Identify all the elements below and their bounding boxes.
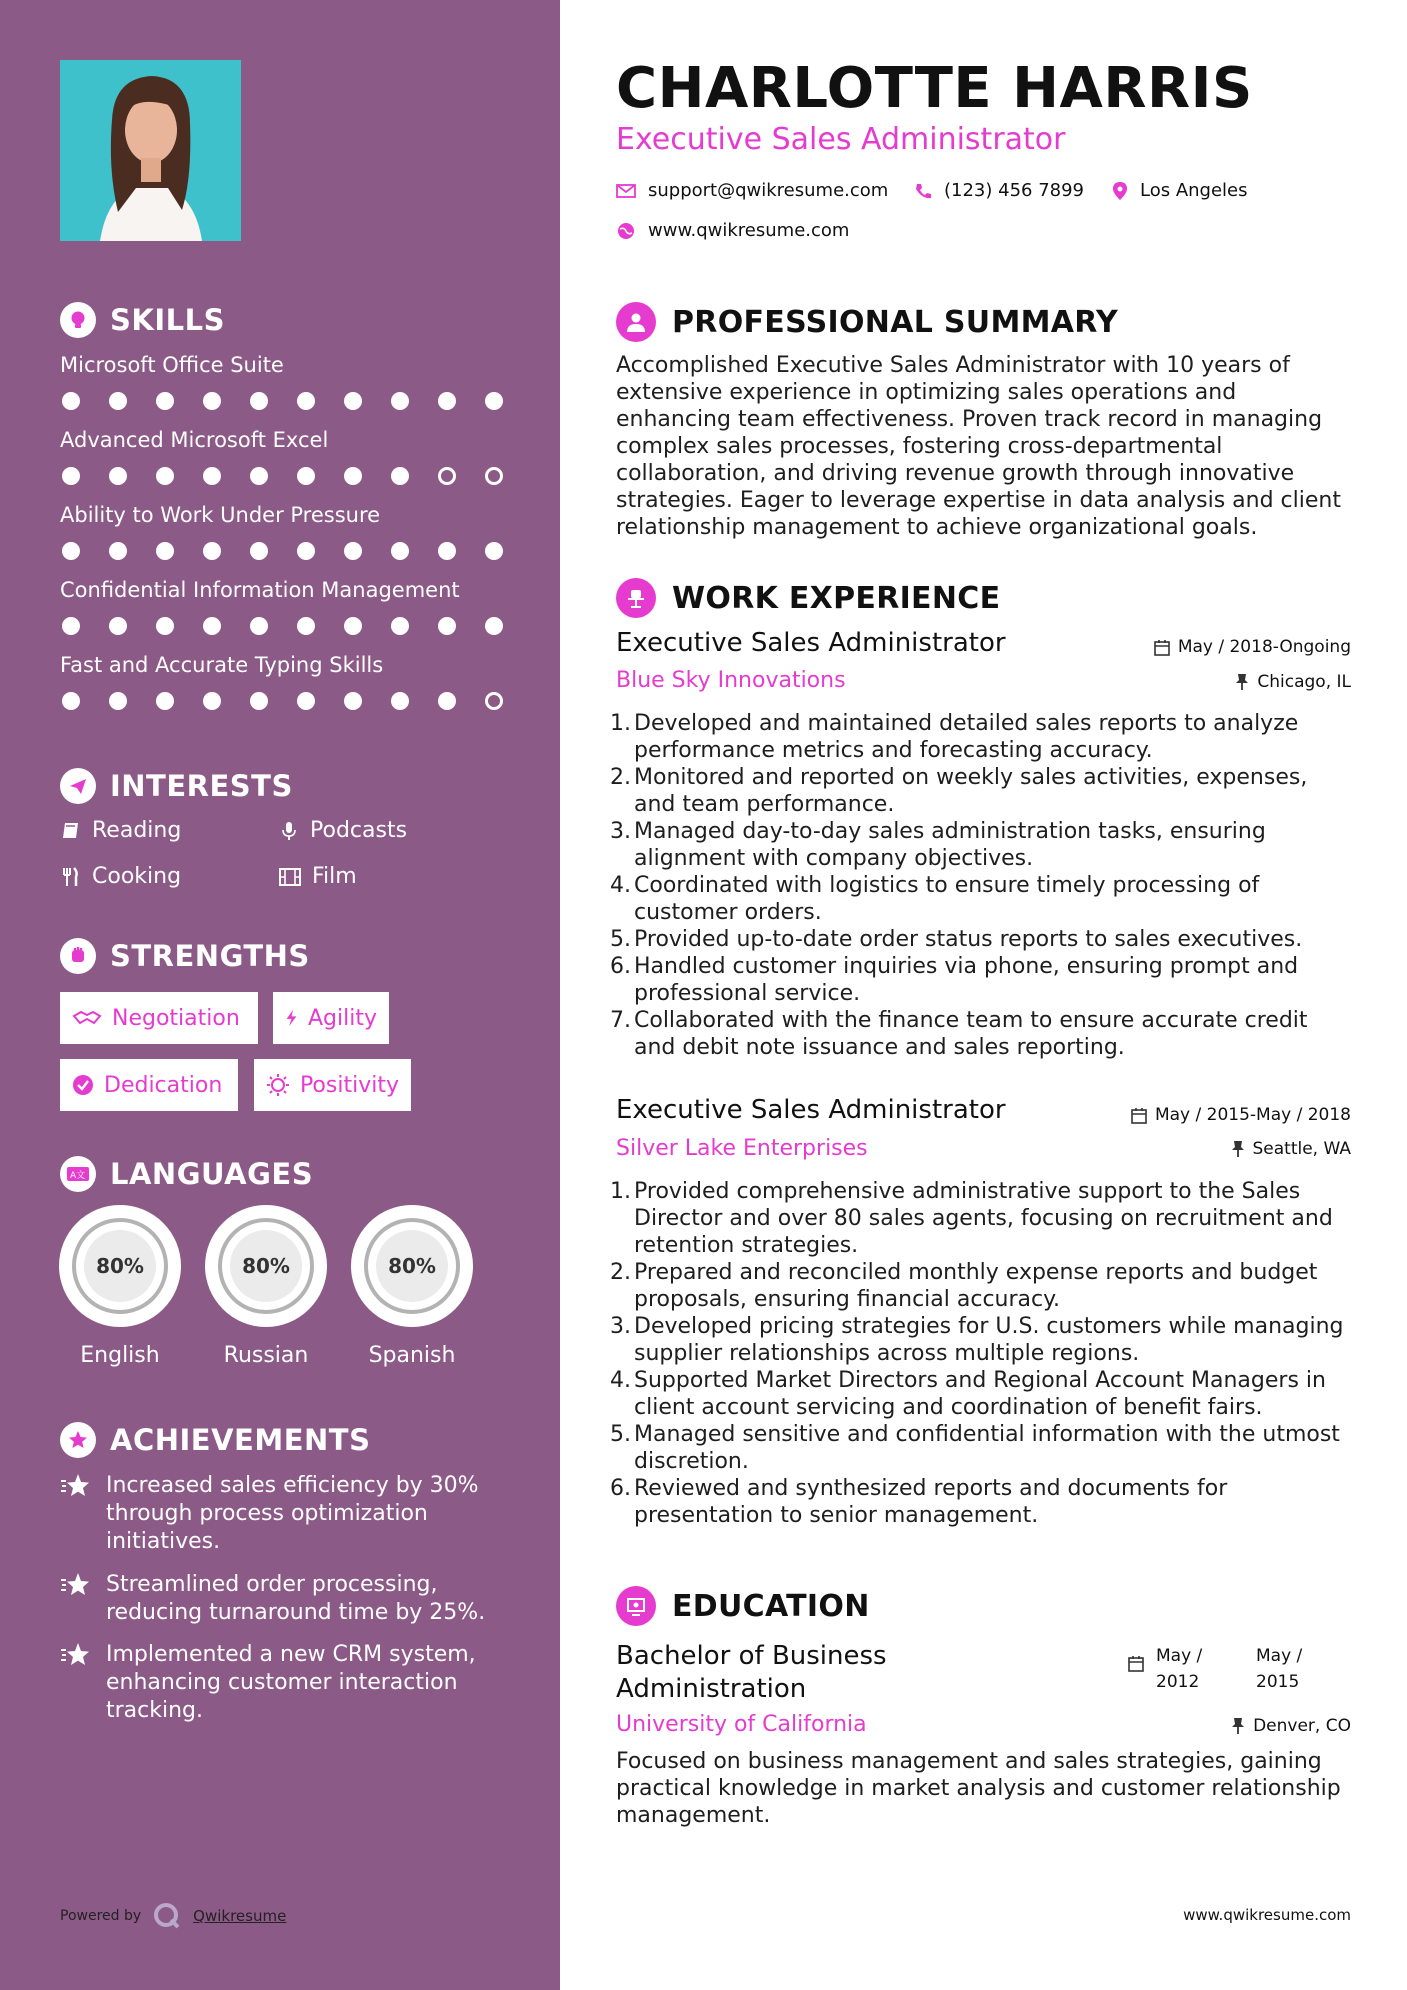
rating-dot-filled [485, 542, 503, 560]
education-school: University of California [616, 1712, 867, 1737]
interest-podcasts [278, 818, 407, 843]
rating-dot-filled [391, 392, 409, 410]
summary-text: Accomplished Executive Sales Administrator with 10 years of extensive experience in optimizing sales operations and enhancing team effectiveness. Proven track record in managing complex sales processes, fostering cross-departmental collaboration, and driving revenue growth through innovative strategies. Eager to leverage expertise in data analysis and client relationship management to achieve organizational goals. [616, 353, 1341, 540]
education-dates [1128, 1643, 1302, 1695]
interests-heading [60, 768, 293, 804]
pushpin-icon [1231, 1717, 1245, 1735]
language-name: Russian [223, 1343, 309, 1368]
rating-dot-filled [156, 692, 174, 710]
list-item: 3. Managed day-to-day sales administration tasks, ensuring alignment with company objectives. [610, 819, 1266, 871]
rating-dot-filled [109, 542, 127, 560]
skill-item [60, 352, 510, 410]
list-item-text: Coordinated with logistics to ensure timely processing of customer orders. [634, 873, 1260, 925]
rating-dot-filled [344, 617, 362, 635]
skill-rating [60, 392, 510, 410]
rating-dot-filled [156, 542, 174, 560]
start-month: May / [1156, 1646, 1203, 1666]
interest-cooking [60, 864, 181, 889]
language-english [59, 1205, 181, 1368]
language-russian [205, 1205, 327, 1368]
microphone-icon [278, 820, 300, 842]
rating-dot-filled [109, 692, 127, 710]
achievement-text: Increased sales efficiency by 30% through process optimization initiatives. [106, 1473, 479, 1554]
rating-dot-filled [344, 692, 362, 710]
briefcase-icon [616, 578, 656, 618]
interest-label: Reading [92, 818, 182, 843]
list-item: 2. Monitored and reported on weekly sales activities, expenses, and team performance. [610, 765, 1308, 817]
strength-negotiation [60, 992, 258, 1044]
list-item-text: Prepared and reconciled monthly expense reports and budget proposals, ensuring financial accuracy. [634, 1260, 1318, 1312]
list-item-text: Reviewed and synthesized reports and documents for presentation to senior management. [634, 1476, 1228, 1528]
list-item: 7. Collaborated with the finance team to ensure accurate credit and debit note issuance and sales reporting. [610, 1008, 1308, 1060]
sidebar [0, 0, 560, 1990]
list-item: 6. Reviewed and synthesized reports and documents for presentation to senior management. [610, 1476, 1228, 1528]
strength-label: Dedication [104, 1072, 223, 1098]
list-item-text: Collaborated with the finance team to ensure accurate credit and debit note issuance and sales reporting. [634, 1008, 1308, 1060]
svg-text:A文: A文 [70, 1171, 86, 1181]
book-icon [60, 820, 82, 842]
achievements-title: ACHIEVEMENTS [110, 1423, 371, 1457]
skills-heading [60, 302, 225, 338]
user-icon [616, 302, 656, 342]
rating-dot-filled [250, 692, 268, 710]
rating-dot-filled [250, 542, 268, 560]
rating-dot-filled [438, 692, 456, 710]
graduation-icon [616, 1586, 656, 1626]
strength-positivity [254, 1059, 411, 1111]
skill-name: Confidential Information Management [60, 578, 460, 602]
rating-dot-filled [156, 467, 174, 485]
rating-dot-filled [438, 392, 456, 410]
list-item-text: Managed day-to-day sales administration tasks, ensuring alignment with company objectives. [634, 819, 1266, 871]
powered-by [60, 1902, 286, 1930]
language-spanish [351, 1205, 473, 1368]
summary-title: PROFESSIONAL SUMMARY [672, 304, 1119, 340]
rating-dot-filled [62, 392, 80, 410]
degree-line: Bachelor of Business [616, 1641, 887, 1671]
rating-dot-filled [250, 467, 268, 485]
pushpin-icon [1235, 673, 1249, 691]
profile-photo [60, 60, 241, 241]
skill-rating [60, 467, 510, 485]
job-dates [1154, 637, 1351, 657]
job-location-text: Chicago, IL [1257, 672, 1351, 692]
achievement-item [60, 1571, 510, 1627]
rating-dot-empty [485, 467, 503, 485]
skill-name: Ability to Work Under Pressure [60, 503, 381, 527]
rating-dot-filled [391, 467, 409, 485]
strengths-heading [60, 938, 310, 974]
languages-title: LANGUAGES [110, 1157, 314, 1191]
footer-url[interactable]: www.qwikresume.com [1183, 1906, 1351, 1924]
achievement-item [60, 1641, 510, 1725]
strength-label: Agility [308, 1005, 377, 1031]
candidate-title: Executive Sales Administrator [616, 122, 1066, 157]
qwikresume-logo-icon [153, 1902, 181, 1930]
strength-agility [273, 992, 389, 1044]
powered-by-label: Powered by [60, 1908, 142, 1924]
email-text[interactable]: support@qwikresume.com [648, 180, 889, 201]
rating-dot-filled [250, 617, 268, 635]
strength-label: Negotiation [112, 1005, 240, 1031]
rating-dot-filled [203, 692, 221, 710]
interest-label: Podcasts [310, 818, 408, 843]
rating-dot-filled [203, 617, 221, 635]
list-item: 6. Handled customer inquiries via phone, ensuring prompt and professional service. [610, 954, 1299, 1006]
rating-dot-filled [62, 467, 80, 485]
language-level: 80% [376, 1230, 448, 1302]
job-location-text: Seattle, WA [1252, 1139, 1351, 1159]
skill-item [60, 652, 510, 710]
lightbulb-icon [60, 302, 96, 338]
list-item-text: Provided up-to-date order status reports to sales executives. [634, 927, 1303, 952]
handshake-icon [72, 1008, 102, 1028]
language-ring [59, 1205, 181, 1327]
map-pin-icon [1112, 181, 1128, 201]
rating-dot-filled [109, 467, 127, 485]
rating-dot-filled [344, 392, 362, 410]
education-text: Focused on business management and sales strategies, gaining practical knowledge in market analysis and customer relationship management. [616, 1749, 1341, 1828]
phone-icon [914, 182, 932, 200]
job-dates-text: May / 2015-May / 2018 [1154, 1105, 1351, 1125]
skill-rating [60, 692, 510, 710]
utensils-icon [60, 866, 82, 888]
rating-dot-filled [203, 542, 221, 560]
rating-dot-filled [485, 392, 503, 410]
job-location [1231, 1139, 1352, 1159]
education-title: EDUCATION [672, 1588, 870, 1624]
job-role: Executive Sales Administrator [616, 628, 1006, 658]
language-level: 80% [84, 1230, 156, 1302]
rating-dot-filled [297, 692, 315, 710]
qwikresume-link[interactable]: Qwikresume [193, 1907, 287, 1925]
rating-dot-filled [62, 542, 80, 560]
rating-dot-filled [156, 617, 174, 635]
language-name: Spanish [368, 1343, 456, 1368]
languages-heading [60, 1156, 313, 1192]
end-year: 2015 [1256, 1672, 1300, 1692]
rating-dot-filled [344, 542, 362, 560]
rating-dot-filled [297, 542, 315, 560]
rating-dot-filled [250, 392, 268, 410]
job-dates-text: May / 2018-Ongoing [1177, 637, 1351, 657]
star-icon [60, 1472, 92, 1500]
translate-icon [60, 1156, 96, 1192]
list-item-text: Developed pricing strategies for U.S. customers while managing supplier relationships across multiple regions. [634, 1314, 1344, 1366]
rating-dot-filled [438, 617, 456, 635]
bolt-icon [285, 1007, 298, 1029]
rating-dot-filled [109, 617, 127, 635]
paper-plane-icon [60, 768, 96, 804]
skill-item [60, 502, 510, 560]
sun-icon [266, 1073, 290, 1097]
star-icon [60, 1571, 92, 1599]
rating-dot-filled [203, 392, 221, 410]
list-item: 4. Supported Market Directors and Regional Account Managers in client account servicing and coordination of benefit fairs. [610, 1368, 1326, 1420]
end-month: May / [1256, 1646, 1303, 1666]
education-location [1231, 1716, 1351, 1736]
film-icon [278, 866, 302, 888]
interest-reading [60, 818, 181, 843]
rating-dot-filled [485, 617, 503, 635]
job-role: Executive Sales Administrator [616, 1095, 1006, 1125]
language-level: 80% [230, 1230, 302, 1302]
list-item: 4. Coordinated with logistics to ensure timely processing of customer orders. [610, 873, 1260, 925]
job-dates [1131, 1105, 1351, 1125]
calendar-icon [1154, 639, 1170, 656]
job-company: Silver Lake Enterprises [616, 1136, 868, 1161]
globe-icon [616, 221, 636, 241]
interest-label: Cooking [92, 864, 182, 889]
language-ring [205, 1205, 327, 1327]
rating-dot-filled [438, 542, 456, 560]
rating-dot-filled [391, 542, 409, 560]
website-text[interactable]: www.qwikresume.com [648, 220, 850, 241]
contact-location [1112, 180, 1248, 201]
job-duties-list [610, 1178, 1351, 1529]
calendar-icon [1128, 1655, 1144, 1672]
experience-title: WORK EXPERIENCE [672, 580, 1001, 616]
strength-label: Positivity [299, 1072, 399, 1098]
skill-name: Advanced Microsoft Excel [60, 428, 329, 452]
job-duties-list [610, 710, 1351, 1061]
rating-dot-filled [344, 467, 362, 485]
skill-rating [60, 542, 510, 560]
rating-dot-filled [297, 467, 315, 485]
envelope-icon [616, 183, 636, 199]
check-circle-icon [72, 1074, 94, 1096]
list-item-text: Supported Market Directors and Regional Account Managers in client account servicing and coordination of benefit fairs. [634, 1368, 1326, 1420]
language-name: English [80, 1343, 160, 1368]
rating-dot-filled [156, 392, 174, 410]
job-location [1235, 672, 1351, 692]
list-item: 2. Prepared and reconciled monthly expense reports and budget proposals, ensuring financial accuracy. [610, 1260, 1318, 1312]
rating-dot-empty [485, 692, 503, 710]
achievement-text: Streamlined order processing, reducing turnaround time by 25%. [106, 1572, 486, 1625]
list-item-text: Provided comprehensive administrative support to the Sales Director and over 80 sales agents, focusing on recruitment and retention strategies. [634, 1179, 1333, 1258]
contact-website [616, 220, 849, 241]
job-company: Blue Sky Innovations [616, 668, 846, 693]
education-heading [616, 1586, 870, 1626]
education-degree [616, 1640, 887, 1706]
contact-email [616, 180, 888, 201]
list-item: 3. Developed pricing strategies for U.S. customers while managing supplier relationships across multiple regions. [610, 1314, 1344, 1366]
summary-heading [616, 302, 1118, 342]
skills-title: SKILLS [110, 303, 225, 337]
achievement-item [60, 1472, 510, 1556]
skill-name: Microsoft Office Suite [60, 353, 284, 377]
language-ring [351, 1205, 473, 1327]
rating-dot-filled [62, 617, 80, 635]
contact-phone [914, 180, 1084, 201]
location-text: Los Angeles [1140, 180, 1248, 201]
rating-dot-filled [203, 467, 221, 485]
rating-dot-filled [297, 392, 315, 410]
list-item-text: Monitored and reported on weekly sales activities, expenses, and team performance. [634, 765, 1308, 817]
skill-rating [60, 617, 510, 635]
pushpin-icon [1231, 1140, 1245, 1158]
experience-heading [616, 578, 1000, 618]
list-item: 5. Managed sensitive and confidential information with the utmost discretion. [610, 1422, 1340, 1474]
achievement-text: Implemented a new CRM system, enhancing customer interaction tracking. [106, 1642, 476, 1723]
interest-film [278, 864, 357, 889]
list-item-text: Handled customer inquiries via phone, ensuring prompt and professional service. [634, 954, 1299, 1006]
rating-dot-filled [109, 392, 127, 410]
start-year: 2012 [1156, 1672, 1200, 1692]
strengths-title: STRENGTHS [110, 939, 310, 973]
list-item: 5. Provided up-to-date order status reports to sales executives. [610, 927, 1303, 952]
interest-label: Film [312, 864, 357, 889]
strength-dedication [60, 1059, 238, 1111]
education-start [1156, 1643, 1244, 1695]
skill-item [60, 427, 510, 485]
degree-line: Administration [616, 1674, 807, 1704]
skill-item [60, 577, 510, 635]
rating-dot-filled [391, 692, 409, 710]
star-badge-icon [60, 1422, 96, 1458]
list-item: 1. Provided comprehensive administrative support to the Sales Director and over 80 sales agents, focusing on recruitment and retention strategies. [610, 1179, 1333, 1258]
list-item-text: Managed sensitive and confidential information with the utmost discretion. [634, 1422, 1340, 1474]
interests-title: INTERESTS [110, 769, 293, 803]
fist-icon [60, 938, 96, 974]
education-end [1256, 1643, 1302, 1695]
list-item-text: Developed and maintained detailed sales reports to analyze performance metrics and forecasting accuracy. [634, 711, 1299, 763]
rating-dot-filled [62, 692, 80, 710]
achievements-heading [60, 1422, 370, 1458]
rating-dot-filled [297, 617, 315, 635]
education-location-text: Denver, CO [1253, 1716, 1351, 1736]
list-item: 1. Developed and maintained detailed sales reports to analyze performance metrics and forecasting accuracy. [610, 711, 1299, 763]
rating-dot-filled [391, 617, 409, 635]
rating-dot-empty [438, 467, 456, 485]
phone-text: (123) 456 7899 [944, 180, 1085, 201]
star-icon [60, 1641, 92, 1669]
candidate-name: CHARLOTTE HARRIS [616, 56, 1253, 121]
skill-name: Fast and Accurate Typing Skills [60, 653, 384, 677]
calendar-icon [1131, 1107, 1147, 1124]
